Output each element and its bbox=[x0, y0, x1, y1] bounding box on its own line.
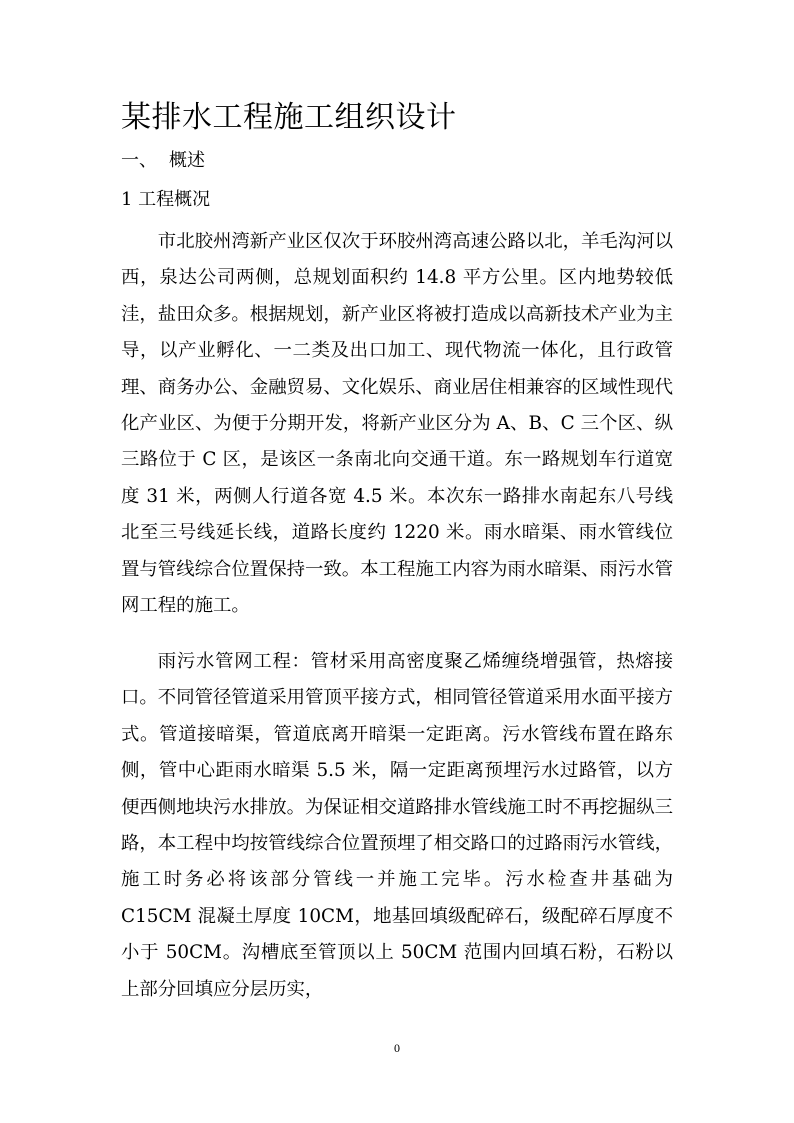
paragraph-project-overview: 市北胶州湾新产业区仅次于环胶州湾高速公路以北，羊毛沟河以西，泉达公司两侧，总规划面积约 14.8 平方公里。区内地势较低洼，盐田众多。根据规划，新产业区将被打造成以高新技术产业为主导，以产业孵化、一二类及出口加工、现代物流一体化，且行政管理、商务办公、金融贸易、文化娱乐、商业居住相兼容的区域性现代化产业区、为便于分期开发，将新产业区分为 A、B、C 三个区、纵三路位于 C 区，是该区一条南北向交通干道。东一路规划车行道宽度 31 米，两侧人行道各宽 4.5 米。本次东一路排水南起东八号线北至三号线延长线，道路长度约 1220 米。雨水暗渠、雨水管线位置与管线综合位置保持一致。本工程施工内容为雨水暗渠、雨污水管网工程的施工。 bbox=[121, 231, 673, 617]
subsection-heading: 1 工程概况 bbox=[121, 189, 211, 210]
section-label: 概述 bbox=[169, 150, 205, 171]
section-heading bbox=[121, 149, 205, 173]
section-number: 一、 bbox=[121, 150, 157, 171]
paragraph-sewer-network: 雨污水管网工程：管材采用高密度聚乙烯缠绕增强管，热熔接口。不同管径管道采用管顶平接方式，相同管径管道采用水面平接方式。管道接暗渠，管道底离开暗渠一定距离。污水管线布置在路东侧，管中心距雨水暗渠 5.5 米，隔一定距离预埋污水过路管，以方便西侧地块污水排放。为保证相交道路排水管线施工时不再挖掘纵三路，本工程中均按管线综合位置预埋了相交路口的过路雨污水管线，施工时务必将该部分管线一并施工完毕。污水检查井基础为 C15CM 混凝土厚度 10CM，地基回填级配碎石，级配碎石厚度不小于 50CM。沟槽底至管顶以上 50CM 范围内回填石粉，石粉以上部分回填应分层历实， bbox=[121, 651, 673, 1000]
page-number: 0 bbox=[394, 1041, 400, 1055]
document-title: 某排水工程施工组织设计 bbox=[121, 100, 457, 135]
